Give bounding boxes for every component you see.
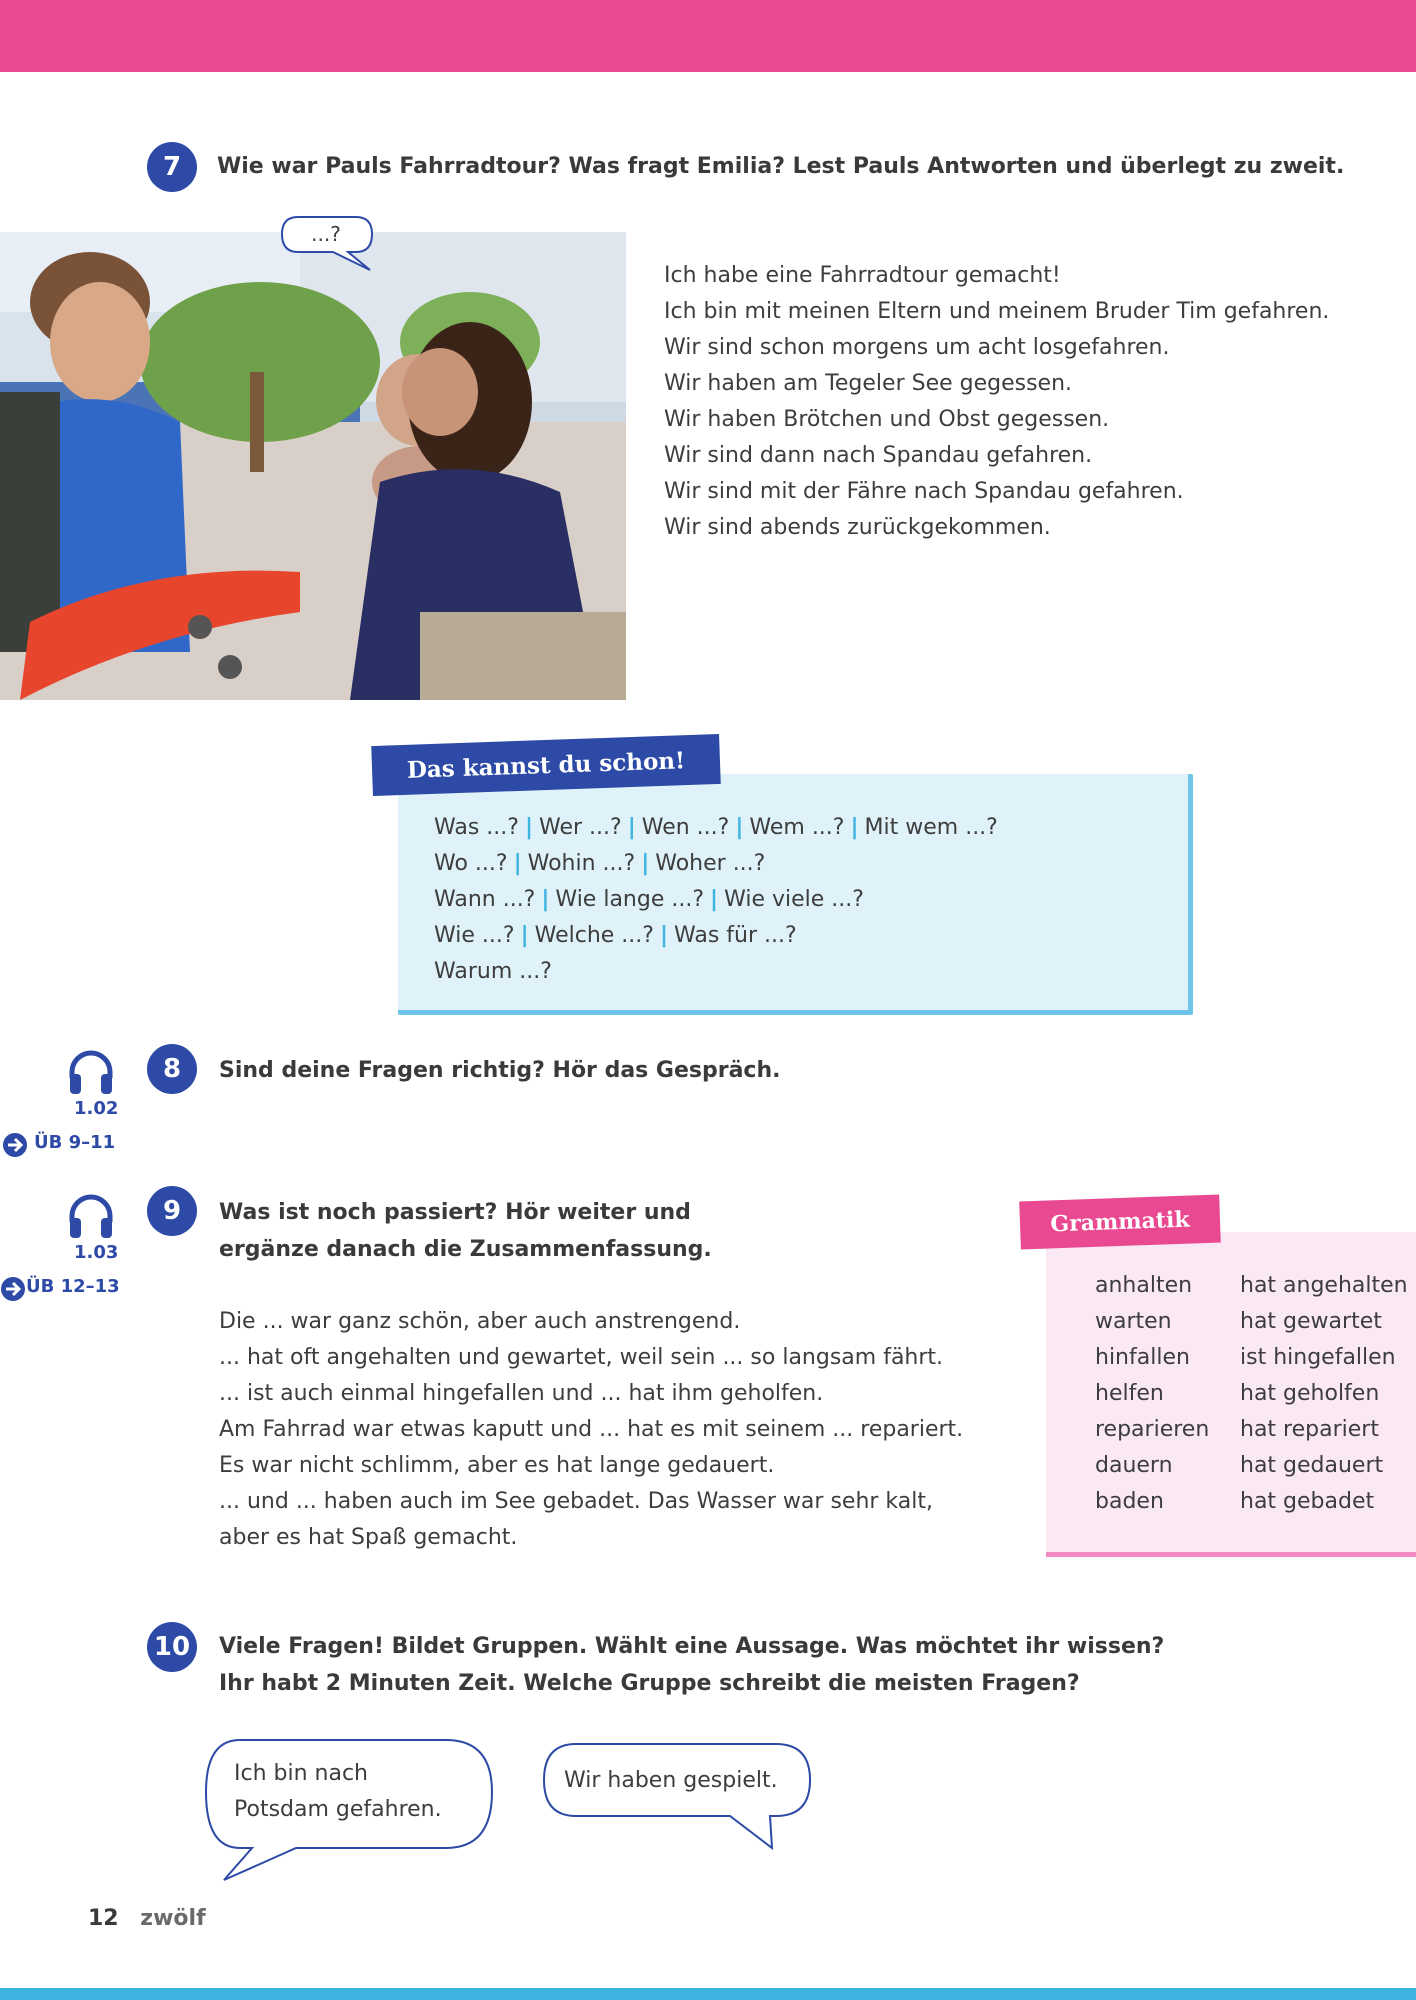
- exercise-10-instruction: Viele Fragen! Bildet Gruppen. Wählt eine Aussage. Was möchtet ihr wissen? Ihr habt 2 Minuten Zeit. Welche Gruppe schreibt die meisten Fragen?: [219, 1634, 1165, 1696]
- summary-line: ... hat oft angehalten und gewartet, weil sein ... so langsam fährt.: [219, 1345, 944, 1370]
- answer-line: Wir haben am Tegeler See gegessen.: [664, 371, 1073, 396]
- answer-line: Wir sind schon morgens um acht losgefahren.: [664, 335, 1170, 360]
- speech-bubble-potsdam-text: Ich bin nach Potsdam gefahren.: [234, 1761, 442, 1822]
- exercise-9-number: 9: [147, 1186, 197, 1236]
- grammar-row: helfen hat geholfen: [1095, 1381, 1380, 1406]
- answer-line: Ich bin mit meinen Eltern und meinem Bruder Tim gefahren.: [664, 299, 1330, 324]
- headphones-icon: [66, 1192, 116, 1240]
- speech-bubble-gespielt: [540, 1740, 816, 1856]
- question-row-3: Wann ...? | Wie lange ...? | Wie viele ...?: [434, 887, 864, 912]
- grammar-row: baden hat gebadet: [1095, 1489, 1375, 1514]
- top-color-bar: [0, 0, 1416, 72]
- answer-line: Wir sind dann nach Spandau gefahren.: [664, 443, 1093, 468]
- arrow-right-icon: [2, 1132, 28, 1158]
- summary-line: Am Fahrrad war etwas kaputt und ... hat es mit seinem ... repariert.: [219, 1417, 964, 1442]
- exercise-8-number: 8: [147, 1044, 197, 1094]
- speech-bubble-gespielt-text: Wir haben gespielt.: [564, 1768, 778, 1793]
- answer-line: Wir haben Brötchen und Obst gegessen.: [664, 407, 1110, 432]
- photo-paul-emilia: [0, 232, 626, 700]
- grammar-row: dauern hat gedauert: [1095, 1453, 1384, 1478]
- answer-line: Wir sind mit der Fähre nach Spandau gefahren.: [664, 479, 1184, 504]
- exercise-7-number: 7: [147, 142, 197, 192]
- question-row-2: Wo ...? | Wohin ...? | Woher ...?: [434, 851, 766, 876]
- summary-line: Es war nicht schlimm, aber es hat lange gedauert.: [219, 1453, 775, 1478]
- question-row-4: Wie ...? | Welche ...? | Was für ...?: [434, 923, 797, 948]
- question-words-title: Das kannst du schon!: [371, 734, 721, 796]
- grammar-row: reparieren hat repariert: [1095, 1417, 1379, 1442]
- answer-line: Wir sind abends zurückgekommen.: [664, 515, 1051, 540]
- answer-line: Ich habe eine Fahrradtour gemacht!: [664, 263, 1061, 288]
- page-number: 12 zwölf: [88, 1906, 206, 1931]
- grammar-title: Grammatik: [1019, 1195, 1221, 1250]
- grammar-row: hinfallen ist hingefallen: [1095, 1345, 1396, 1370]
- question-row-1: Was ...? | Wer ...? | Wen ...? | Wem ...? | Mit wem ...?: [434, 815, 998, 840]
- summary-line: aber es hat Spaß gemacht.: [219, 1525, 518, 1550]
- photo-illustration: [0, 232, 626, 700]
- question-row-5: Warum ...?: [434, 959, 552, 984]
- workbook-ref-12-13[interactable]: ÜB 12–13: [26, 1276, 120, 1297]
- audio-track-1-03[interactable]: 1.03: [74, 1242, 119, 1263]
- exercise-7-instruction: Wie war Pauls Fahrradtour? Was fragt Emilia? Lest Pauls Antworten und überlegt zu zweit.: [217, 154, 1345, 179]
- paul-answers: [664, 258, 1329, 546]
- audio-track-1-02[interactable]: 1.02: [74, 1098, 119, 1119]
- question-words-list: [434, 810, 998, 990]
- bottom-color-bar: [0, 1988, 1416, 2000]
- summary-line: ... und ... haben auch im See gebadet. Das Wasser war sehr kalt,: [219, 1489, 933, 1514]
- summary-line: ... ist auch einmal hingefallen und ... hat ihm geholfen.: [219, 1381, 824, 1406]
- summary-line: Die ... war ganz schön, aber auch anstrengend.: [219, 1309, 741, 1334]
- grammar-table: [1095, 1268, 1408, 1520]
- exercise-9-instruction: Was ist noch passiert? Hör weiter und ergänze danach die Zusammenfassung.: [219, 1200, 712, 1262]
- arrow-right-icon: [0, 1276, 26, 1302]
- grammar-row: warten hat gewartet: [1095, 1309, 1382, 1334]
- exercise-10-number: 10: [147, 1622, 197, 1672]
- speech-bubble-small-text: ...?: [311, 222, 341, 246]
- headphones-icon: [66, 1048, 116, 1096]
- grammar-row: anhalten hat angehalten: [1095, 1273, 1408, 1298]
- workbook-ref-9-11[interactable]: ÜB 9–11: [34, 1132, 116, 1153]
- exercise-8-instruction: Sind deine Fragen richtig? Hör das Gespräch.: [219, 1058, 781, 1083]
- summary-text: [219, 1304, 963, 1556]
